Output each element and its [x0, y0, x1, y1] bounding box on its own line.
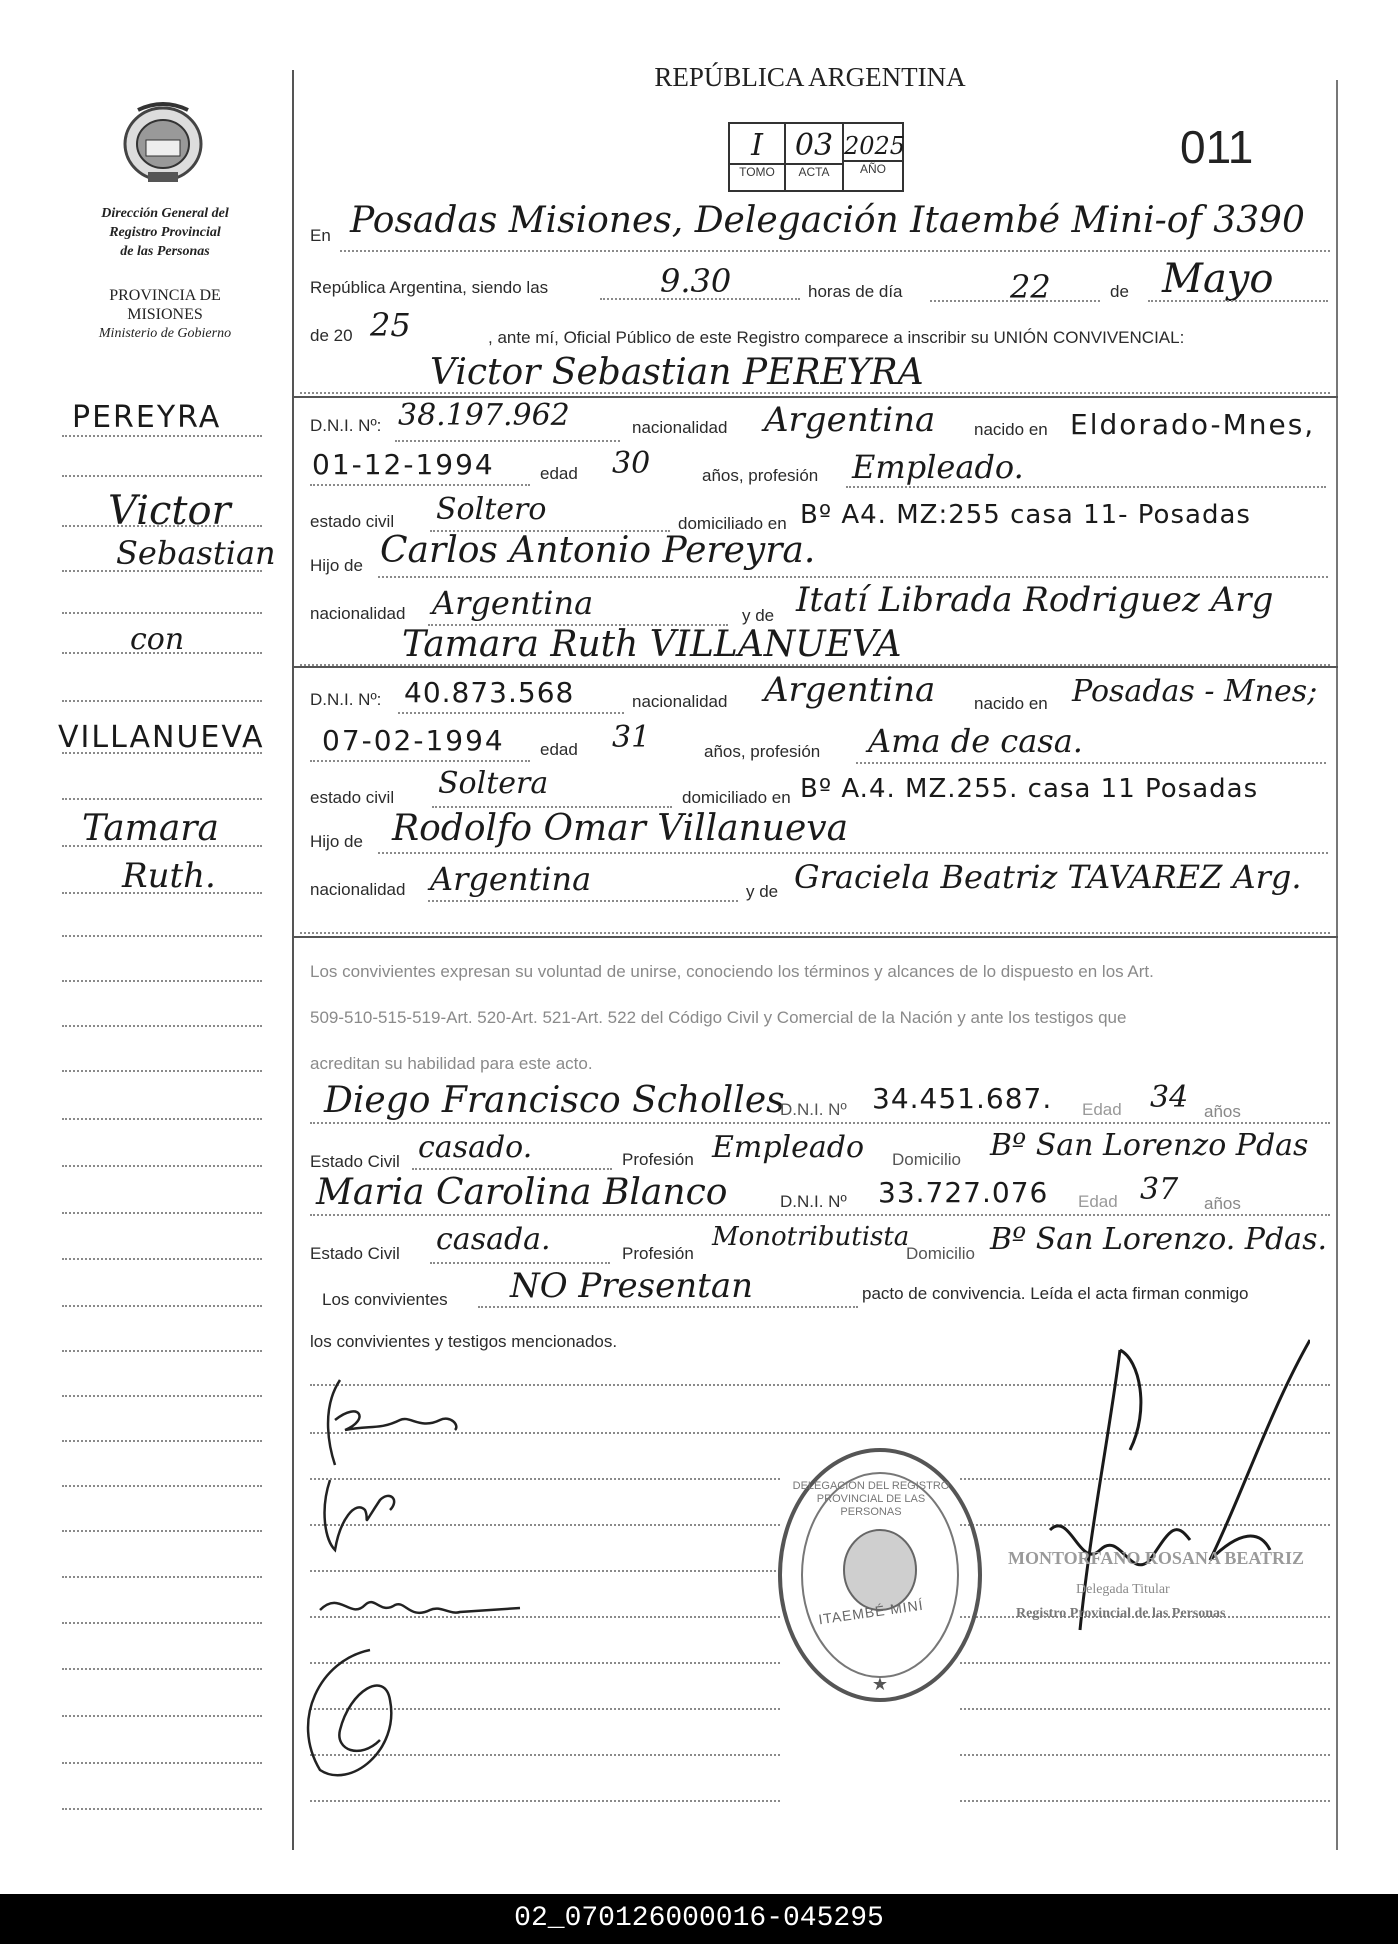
margin-note-secondname1: Sebastian — [116, 534, 276, 572]
w1-name: Diego Francisco Scholles — [324, 1080, 785, 1121]
p1-born-value: Eldorado-Mnes, — [1070, 408, 1316, 441]
w1-domicile-value: Bº San Lorenzo Pdas — [990, 1128, 1309, 1163]
p1-domicile-label: domiciliado en — [678, 514, 787, 533]
partner2-full-name: Tamara Ruth VILLANUEVA — [402, 624, 902, 665]
w2-profession-label: Profesión — [622, 1244, 694, 1263]
signature-partner2 — [310, 1470, 430, 1565]
w2-age-value: 37 — [1140, 1172, 1179, 1207]
signature-witness1 — [310, 1580, 530, 1645]
republic-label: República Argentina, siendo las — [310, 278, 549, 297]
p1-birth-date: 01-12-1994 — [312, 448, 495, 481]
p2-birth-date: 07-02-1994 — [322, 724, 505, 757]
p2-age-label: edad — [540, 740, 578, 759]
time-value: 9.30 — [660, 262, 732, 300]
stamp-text: DELEGACIÓN DEL REGISTRO PROVINCIAL DE LAS PERSONAS — [792, 1480, 950, 1518]
day-value: 22 — [1010, 268, 1051, 306]
w1-domicile-label: Domicilio — [892, 1150, 961, 1169]
official-office: Registro Provincial de las Personas — [1016, 1606, 1226, 1621]
p2-domicile-value: Bº A.4. MZ.255. casa 11 Posadas — [800, 774, 1259, 804]
p1-nationality-label: nacionalidad — [632, 418, 728, 437]
p1-and-label: y de — [742, 606, 775, 625]
w1-civil-label: Estado Civil — [310, 1152, 400, 1171]
p1-father-nat-label: nacionalidad — [310, 604, 406, 623]
de-label: de — [1110, 282, 1129, 301]
p2-dni-label: D.N.I. Nº: — [310, 690, 382, 709]
closing-pact-text: pacto de convivencia. Leída el acta firman conmigo — [862, 1284, 1249, 1303]
office-line-2: Registro Provincial — [109, 225, 221, 240]
margin-note-connector: con — [130, 622, 185, 657]
p2-civil-value: Soltera — [438, 766, 549, 801]
sidebar-office — [60, 204, 270, 261]
legal-line-2: 509-510-515-519-Art. 520-Art. 521-Art. 522 del Código Civil y Comercial de la Nación y ante los testigos que — [310, 1008, 1127, 1027]
p2-profession-value: Ama de casa. — [868, 722, 1083, 760]
acta-label: ACTA — [786, 163, 842, 179]
p1-nationality-value: Argentina — [764, 400, 936, 440]
margin-note-surname1: PEREYRA — [72, 400, 222, 435]
p1-dni-label: D.N.I. Nº: — [310, 416, 382, 435]
w2-civil-label: Estado Civil — [310, 1244, 400, 1263]
closing-convivientes-label: Los convivientes — [322, 1290, 448, 1309]
legal-line-3: acreditan su habilidad para este acto. — [310, 1054, 593, 1073]
legal-line-1: Los convivientes expresan su voluntad de unirse, conociendo los términos y alcances de lo dispuesto en los Art. — [310, 962, 1154, 981]
w1-dni-label: D.N.I. Nº — [780, 1100, 847, 1119]
office-line-1: Dirección General del — [101, 206, 229, 221]
official-title: Delegada Titular — [1076, 1582, 1170, 1597]
p1-age-label: edad — [540, 464, 578, 483]
margin-note-firstname2: Tamara — [82, 808, 219, 849]
acta-value: 03 — [794, 128, 834, 163]
p2-years-label: años, profesión — [704, 742, 821, 761]
en-label: En — [310, 226, 331, 245]
w1-dni-value: 34.451.687. — [872, 1082, 1053, 1115]
scan-footer-id: 02_070126000016-045295 — [0, 1894, 1398, 1944]
w1-years-label: años — [1204, 1102, 1241, 1121]
province-line-1: PROVINCIA DE — [109, 287, 221, 304]
right-margin-rule — [1336, 80, 1338, 1850]
w2-age-label: Edad — [1078, 1192, 1118, 1211]
year-suffix: 25 — [370, 306, 411, 344]
p2-father-nat-label: nacionalidad — [310, 880, 406, 899]
month-value: Mayo — [1162, 256, 1274, 302]
p1-profession-value: Empleado. — [852, 448, 1024, 486]
place-value: Posadas Misiones, Delegación Itaembé Mini-of 3390 — [350, 200, 1305, 241]
p1-father-value: Carlos Antonio Pereyra. — [380, 530, 816, 571]
margin-note-secondname2: Ruth. — [122, 856, 216, 896]
w1-age-label: Edad — [1082, 1100, 1122, 1119]
partner1-full-name: Victor Sebastian PEREYRA — [430, 352, 924, 393]
page-number: 011 — [1180, 121, 1254, 173]
signature-partner1 — [300, 1370, 480, 1485]
w2-dni-value: 33.727.076 — [878, 1176, 1049, 1209]
p2-mother-value: Graciela Beatriz TAVAREZ Arg. — [794, 858, 1302, 896]
p2-nationality-label: nacionalidad — [632, 692, 728, 711]
appearance-statement: , ante mí, Oficial Público de este Registro comparece a inscribir su UNIÓN CONVIVENCIAL: — [488, 328, 1185, 347]
official-name: MONTORFANO ROSANA BEATRIZ — [1008, 1548, 1305, 1568]
w2-profession-value: Monotributista — [712, 1222, 910, 1252]
p2-age-value: 31 — [612, 720, 651, 755]
w2-domicile-value: Bº San Lorenzo. Pdas. — [990, 1222, 1328, 1257]
w1-age-value: 34 — [1150, 1080, 1189, 1115]
p1-dni-value: 38.197.962 — [398, 398, 570, 433]
provincial-coat-of-arms-icon — [118, 96, 208, 191]
anio-value: 2025 — [844, 132, 906, 160]
p2-domicile-label: domiciliado en — [682, 788, 791, 807]
w2-dni-label: D.N.I. Nº — [780, 1192, 847, 1211]
p1-civil-label: estado civil — [310, 512, 395, 531]
sidebar-province — [60, 286, 270, 343]
p2-born-label: nacido en — [974, 694, 1048, 713]
w1-profession-label: Profesión — [622, 1150, 694, 1169]
p2-born-value: Posadas - Mnes; — [1072, 674, 1318, 709]
province-line-2: MISIONES — [127, 306, 203, 323]
p1-civil-value: Soltero — [436, 492, 547, 527]
p1-domicile-value: Bº A4. MZ:255 casa 11- Posadas — [800, 500, 1251, 530]
w2-years-label: años — [1204, 1194, 1241, 1213]
w1-civil-value: casado. — [418, 1130, 533, 1165]
p2-father-value: Rodolfo Omar Villanueva — [392, 808, 849, 849]
margin-note-firstname1: Victor — [108, 488, 231, 534]
p2-civil-label: estado civil — [310, 788, 395, 807]
w2-name: Maria Carolina Blanco — [316, 1172, 728, 1213]
ministry-line: Ministerio de Gobierno — [98, 326, 232, 341]
w1-profession-value: Empleado — [712, 1130, 865, 1165]
stamp-place: ITAEMBÉ MINÍ — [817, 1596, 925, 1628]
left-margin-rule — [292, 70, 294, 1850]
p1-mother-value: Itatí Librada Rodriguez Arg — [796, 580, 1274, 620]
p1-years-label: años, profesión — [702, 466, 819, 485]
p1-born-label: nacido en — [974, 420, 1048, 439]
w2-domicile-label: Domicilio — [906, 1244, 975, 1263]
hours-label: horas de día — [808, 282, 903, 301]
p2-nationality-value: Argentina — [764, 670, 936, 710]
p1-father-nat-value: Argentina — [432, 584, 594, 622]
closing-pact-value: NO Presentan — [510, 1266, 753, 1306]
closing-line-2: los convivientes y testigos mencionados. — [310, 1332, 618, 1351]
p1-son-label: Hijo de — [310, 556, 363, 575]
margin-note-surname2: VILLANUEVA — [58, 720, 265, 755]
anio-label: AÑO — [844, 160, 902, 176]
p1-age-value: 30 — [612, 446, 651, 481]
country-title: REPÚBLICA ARGENTINA — [654, 62, 966, 92]
p2-father-nat-value: Argentina — [430, 860, 592, 898]
signature-witness2 — [290, 1640, 420, 1795]
p2-dni-value: 40.873.568 — [404, 676, 575, 709]
tomo-value: I — [751, 128, 763, 163]
office-line-3: de las Personas — [120, 244, 210, 259]
year-prefix: de 20 — [310, 326, 353, 345]
p2-son-label: Hijo de — [310, 832, 363, 851]
w2-civil-value: casada. — [436, 1222, 551, 1257]
tomo-label: TOMO — [730, 163, 784, 179]
p2-and-label: y de — [746, 882, 779, 901]
svg-text:★: ★ — [871, 1674, 889, 1695]
